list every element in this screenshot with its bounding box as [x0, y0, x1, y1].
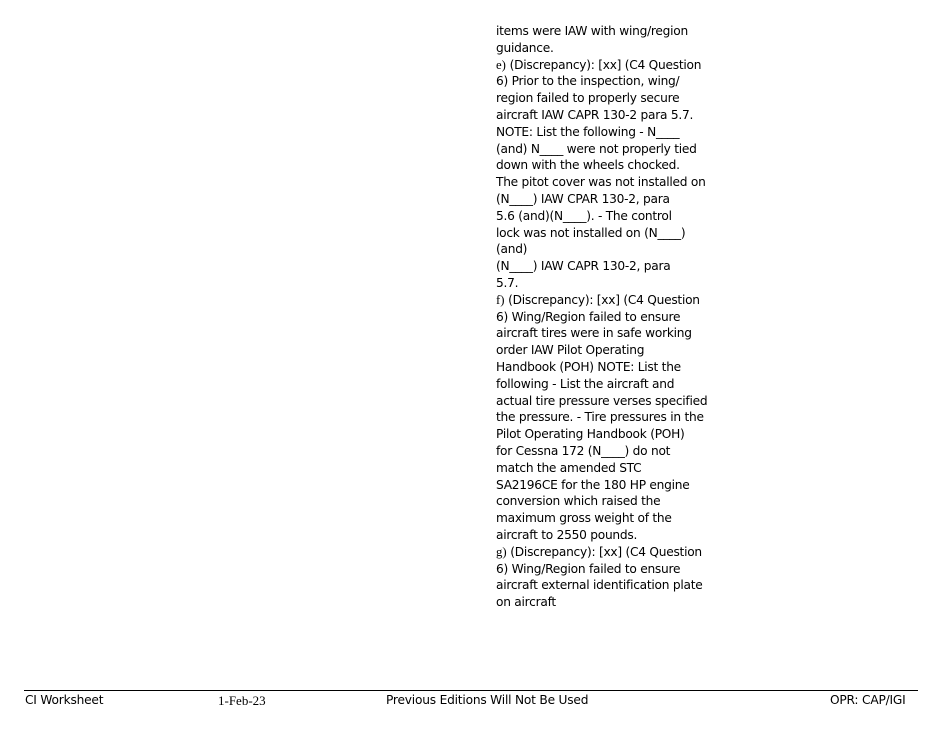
line-text: items were IAW with wing/region [496, 24, 688, 38]
body-text-line [496, 23, 716, 40]
line-text: match the amended STC [496, 460, 642, 475]
body-text-line [496, 157, 716, 174]
body-text-line [496, 90, 716, 107]
line-text: region failed to properly secure [496, 91, 680, 106]
line-text: 5.6 (and)(N____). - The control [496, 208, 672, 223]
footer-form-name: CI Worksheet [25, 693, 104, 707]
line-text: down with the wheels chocked. [496, 158, 680, 173]
footer-divider [24, 690, 918, 691]
line-text: on aircraft [496, 595, 556, 610]
line-text: Pilot Operating Handbook (POH) [496, 427, 685, 442]
line-text: for Cessna 172 (N____) do not [496, 443, 671, 458]
body-text-line [496, 493, 716, 510]
footer-opr: OPR: CAP/IGI [830, 693, 906, 707]
line-text: SA2196CE for the 180 HP engine [496, 477, 690, 492]
line-text: aircraft tires were in safe working [496, 326, 692, 341]
body-text-line [496, 275, 716, 292]
body-text-line [496, 141, 716, 158]
item-marker: e) [496, 57, 506, 72]
line-text: following - List the aircraft and [496, 376, 675, 391]
footer-notice: Previous Editions Will Not Be Used [386, 693, 589, 707]
body-text-line [496, 342, 716, 359]
body-text-line [496, 594, 716, 611]
line-text: NOTE: List the following - N____ [496, 124, 680, 139]
body-text-line [496, 191, 716, 208]
line-text: Handbook (POH) NOTE: List the [496, 359, 681, 374]
body-text-line [496, 124, 716, 141]
line-text: lock was not installed on (N____) [496, 225, 686, 240]
worksheet-text-column [496, 23, 716, 611]
line-text: (and) N____ were not properly tied [496, 141, 697, 156]
line-text: (Discrepancy): [xx] (C4 Question [505, 57, 702, 72]
line-text: The pitot cover was not installed on [496, 175, 706, 190]
body-text-line [496, 309, 716, 326]
body-text-line [496, 544, 716, 561]
body-text-line [496, 73, 716, 90]
body-text-line [496, 426, 716, 443]
body-text-line [496, 527, 716, 544]
line-text: maximum gross weight of the [496, 511, 672, 526]
line-text: guidance. [496, 40, 554, 55]
body-text-line [496, 325, 716, 342]
body-text-line [496, 174, 716, 191]
line-text: 6) Wing/Region failed to ensure [496, 309, 681, 324]
line-text: (Discrepancy): [xx] (C4 Question [506, 544, 702, 559]
line-text: (N____) IAW CPAR 130-2, para [496, 191, 670, 206]
body-text-line [496, 577, 716, 594]
line-text: 6) Prior to the inspection, wing/ [496, 74, 680, 89]
line-text: aircraft external identification plate [496, 578, 703, 593]
line-text: aircraft to 2550 pounds. [496, 527, 638, 542]
body-text-line [496, 208, 716, 225]
line-text: (and) [496, 242, 528, 257]
body-text-line [496, 40, 716, 57]
body-text-line [496, 477, 716, 494]
line-text: 5.7. [496, 275, 519, 290]
body-text-line [496, 225, 716, 242]
line-text: actual tire pressure verses specified [496, 393, 708, 408]
line-text: (N____) IAW CAPR 130-2, para [496, 259, 671, 274]
item-marker: g) [496, 544, 507, 559]
body-text-line [496, 376, 716, 393]
body-text-line [496, 561, 716, 578]
line-text: conversion which raised the [496, 494, 661, 509]
body-text-line [496, 241, 716, 258]
line-text: aircraft IAW CAPR 130-2 para 5.7. [496, 107, 694, 122]
body-text-line [496, 510, 716, 527]
body-text-line [496, 393, 716, 410]
body-text-line [496, 409, 716, 426]
body-text-line [496, 443, 716, 460]
body-text-line [496, 460, 716, 477]
body-text-line [496, 107, 716, 124]
body-text-line [496, 359, 716, 376]
line-text: 6) Wing/Region failed to ensure [496, 561, 681, 576]
item-marker: f) [496, 292, 505, 307]
line-text: the pressure. - Tire pressures in the [496, 410, 704, 425]
body-text-line [496, 57, 716, 74]
line-text: (Discrepancy): [xx] (C4 Question [504, 292, 700, 307]
body-text-line [496, 258, 716, 275]
body-text-line [496, 292, 716, 309]
line-text: order IAW Pilot Operating [496, 343, 645, 358]
footer-date: 1-Feb-23 [218, 693, 266, 708]
